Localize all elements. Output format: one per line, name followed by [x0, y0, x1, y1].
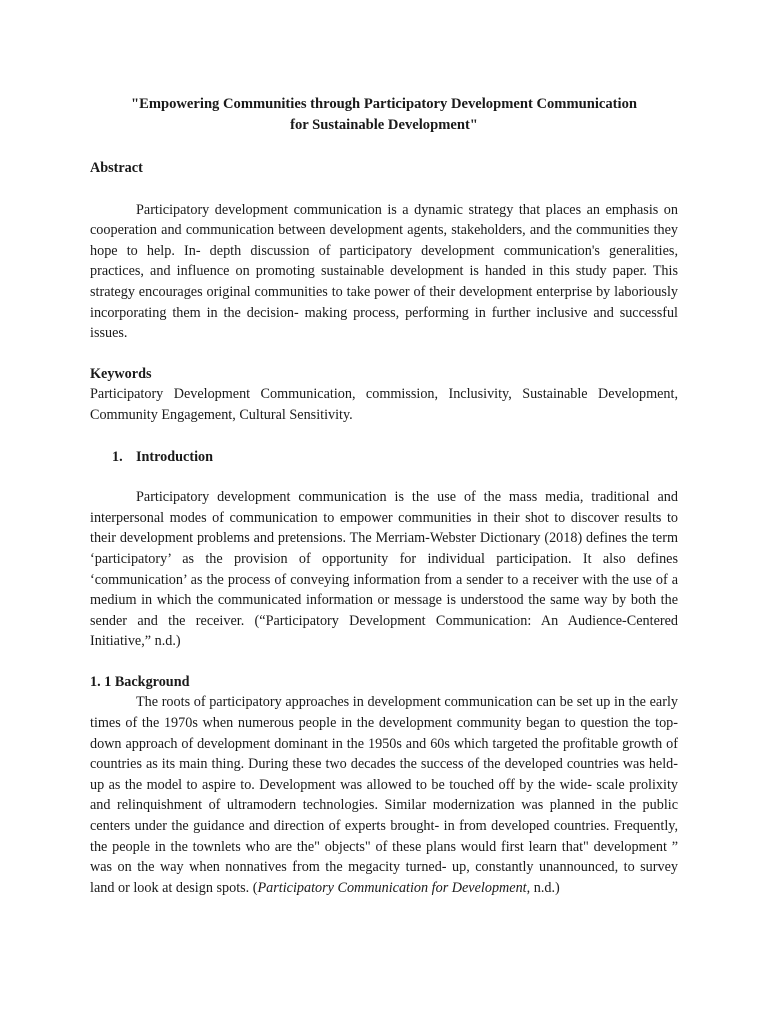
- introduction-heading: [90, 447, 678, 468]
- background-citation-tail: , n.d.): [526, 879, 560, 896]
- keywords-heading: Keywords: [90, 365, 152, 382]
- background-paragraph: [90, 692, 678, 898]
- introduction-heading-text: Introduction: [136, 448, 213, 465]
- introduction-paragraph: Participatory development communication is the use of the mass media, traditional and interpersonal modes of communication to empower communities in their shot to discover results to their development problems and pretensions. The Merriam-Webster Dictionary (2018) defines the term ‘participatory’ as the provision of opportunity for individual participation. It also defines ‘communication’ as the process of conveying information from a sender to a receiver with the use of a medium in which the communicated information or message is understood the same way by both the sender and the receiver. (“Participatory Development Communication: An Audience-Centered Initiative,” n.d.): [90, 489, 678, 650]
- introduction-number: 1.: [112, 448, 123, 465]
- document-title: [90, 94, 678, 136]
- document-body: [90, 94, 678, 898]
- title-line-2: for Sustainable Development": [290, 117, 478, 133]
- background-text: The roots of participatory approaches in development communication can be set up in the early times of the 1970s when numerous people in the development community began to question the top-down approach of development dominant in the 1950s and 60s which targeted the profitable growth of countries as its main thing. During these two decades the success of the developed countries was held- up as the model to aspire to. Development was allowed to be touched off by the wide- scale prolixity and relinquishment of ultramodern technologies. Similar modernization was planned in the public centers under the guidance and direction of experts brought- in from developed countries. Frequently, the people in the townlets who are the" objects" of these plans would first learn that" development ” was on the way when nonnatives from the megacity turned- up, constantly unannounced, to survey land or look at design spots. (: [90, 694, 678, 896]
- title-line-1: "Empowering Communities through Participatory Development Communication: [130, 96, 638, 112]
- abstract-paragraph: Participatory development communication is a dynamic strategy that places an emphasis on cooperation and communication between development agents, stakeholders, and the communities they hope to help. In- depth discussion of participatory development communication's generalities, practices, and influence on promoting sustainable development is handed in this study paper. This strategy encourages original communities to take power of their development enterprise by laboriously incorporating them in the decision- making process, performing in further inclusive and successful issues.: [90, 201, 678, 342]
- keywords-paragraph: Participatory Development Communication, commission, Inclusivity, Sustainable Development, Community Engagement, Cultural Sensitivity.: [90, 386, 678, 423]
- background-heading: 1. 1 Background: [90, 673, 190, 690]
- background-citation-title: Participatory Communication for Development: [257, 879, 527, 896]
- abstract-heading: Abstract: [90, 160, 143, 176]
